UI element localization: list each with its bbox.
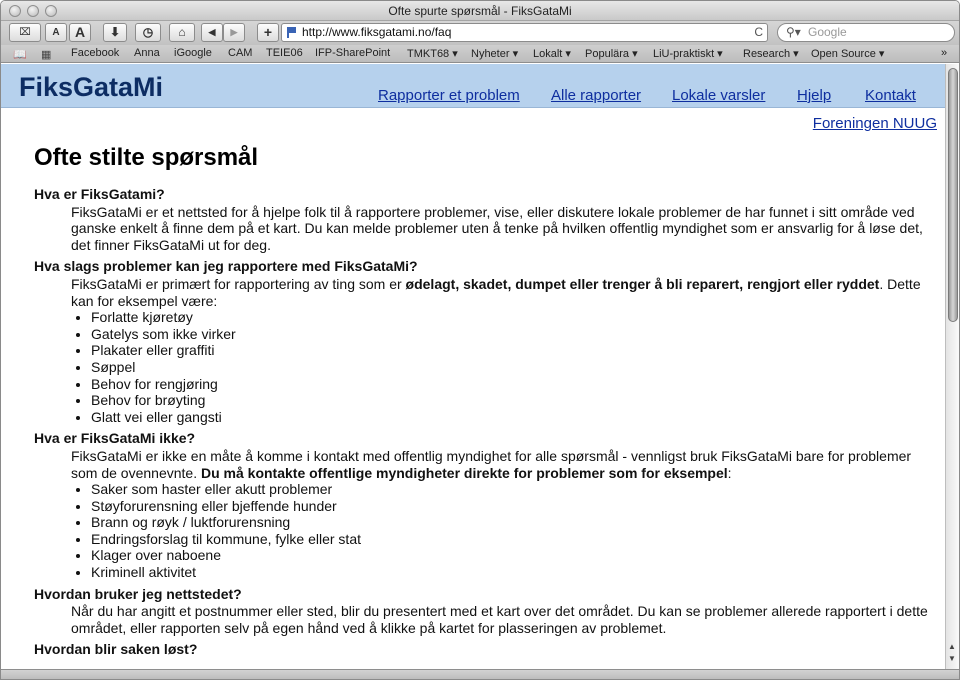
vertical-scrollbar[interactable] xyxy=(945,64,959,669)
answer-text: : xyxy=(727,464,732,481)
clock-icon: ◷ xyxy=(142,25,154,39)
download-icon: ⬇ xyxy=(109,25,121,39)
bookmark-item[interactable]: CAM xyxy=(228,47,253,59)
faq-answer xyxy=(71,204,934,254)
list-item: • Glatt vei eller gangsti xyxy=(91,409,934,426)
faq-content xyxy=(34,186,934,659)
example-list xyxy=(91,309,934,425)
nav-contact[interactable]: Kontakt xyxy=(865,87,916,104)
url-text: http://www.fiksgatami.no/faq xyxy=(302,25,452,39)
bookmark-item[interactable]: TEIE06 xyxy=(266,47,303,59)
window-title: Ofte spurte spørsmål - FiksGataMi xyxy=(388,4,572,18)
site-favicon-icon xyxy=(287,27,296,38)
history-button[interactable] xyxy=(135,23,161,42)
add-bookmark-button[interactable]: + xyxy=(257,23,279,42)
list-item: • Saker som haster eller akutt problemer xyxy=(91,481,934,498)
org-link[interactable]: Foreningen NUUG xyxy=(812,115,937,132)
list-item: • Støyforurensning eller bjeffende hunder xyxy=(91,498,934,515)
address-bar[interactable] xyxy=(281,23,768,42)
site-header xyxy=(1,64,945,108)
book-icon[interactable]: 📖 xyxy=(13,49,27,61)
list-item: • Forlatte kjøretøy xyxy=(91,309,934,326)
web-page xyxy=(1,64,945,669)
faq-question: Hvordan blir saken løst? xyxy=(34,641,198,658)
bookmark-item[interactable]: iGoogle xyxy=(174,47,212,59)
scroll-up-icon[interactable]: ▲ xyxy=(948,642,956,651)
bookmarks-bar xyxy=(1,45,959,63)
site-logo[interactable]: FiksGataMi xyxy=(19,72,164,102)
title-bar xyxy=(1,1,959,21)
status-bar xyxy=(1,669,959,680)
answer-text: FiksGataMi er primært for rapportering av ting som er xyxy=(71,275,406,292)
bookmark-item[interactable]: IFP-SharePoint xyxy=(315,47,391,59)
home-button[interactable] xyxy=(169,23,195,42)
nav-all-reports[interactable]: Alle rapporter xyxy=(551,87,642,104)
faq-answer xyxy=(71,603,934,636)
bookmark-item[interactable]: LiU-praktiskt ▾ xyxy=(653,48,723,60)
nav-report-problem[interactable]: Rapporter et problem xyxy=(378,87,520,104)
answer-emphasis: ødelagt, skadet, dumpet eller trenger å bli reparert, rengjort eller ryddet xyxy=(405,275,880,292)
nav-local-alerts[interactable]: Lokale varsler xyxy=(672,87,766,104)
back-button[interactable]: ◀ xyxy=(201,23,223,42)
text-bigger-button[interactable]: A xyxy=(69,23,91,42)
snapback-button[interactable] xyxy=(9,23,41,42)
faq-question: Hva slags problemer kan jeg rapportere med FiksGataMi? xyxy=(34,258,418,275)
bookmark-item[interactable]: Anna xyxy=(134,47,160,59)
bookmark-item[interactable]: TMKT68 ▾ xyxy=(407,48,458,60)
bookmark-item[interactable]: Research ▾ xyxy=(743,48,799,60)
list-item: • Kriminell aktivitet xyxy=(91,564,934,581)
search-icon: ⚲▾ xyxy=(786,25,801,39)
answer-text: . Dette kan for eksempel være: xyxy=(71,275,921,309)
list-item: • Endringsforslag til kommune, fylke eller stat xyxy=(91,531,934,548)
list-item: • Plakater eller graffiti xyxy=(91,342,934,359)
answer-text: FiksGataMi er ikke en måte å komme i kontakt med offentlig myndighet for alle spørsmål - vennligst bruk FiksGataMi bare for problemer som de ovennevnte. xyxy=(71,447,912,481)
bookmark-item[interactable]: Facebook xyxy=(71,47,120,59)
list-item: • Søppel xyxy=(91,359,934,376)
search-field[interactable] xyxy=(777,23,955,42)
text-smaller-button[interactable]: A xyxy=(45,23,67,42)
snapback-icon: ⌧ xyxy=(19,27,31,38)
faq-answer xyxy=(71,448,934,581)
grid-icon[interactable]: ▦ xyxy=(41,49,52,61)
answer-text: Når du har angitt et postnummer eller sted, blir du presentert med et kart over det området. Du kan se problemer allerede rapportert i dette området, eller rapporten selv på egen hånd ved å klikke på kartet for plasseringen av problemet. xyxy=(71,603,928,636)
bookmark-item[interactable]: Open Source ▾ xyxy=(811,48,885,60)
downloads-button[interactable] xyxy=(103,23,127,42)
browser-toolbar xyxy=(1,21,959,45)
list-item: • Brann og røyk / luktforurensning xyxy=(91,514,934,531)
faq-question: Hvordan bruker jeg nettstedet? xyxy=(34,585,242,602)
reload-icon[interactable]: C xyxy=(754,25,763,39)
home-icon: ⌂ xyxy=(178,25,186,39)
faq-question: Hva er FiksGatami? xyxy=(34,186,165,202)
nav-help[interactable]: Hjelp xyxy=(797,87,832,104)
bookmarks-overflow-icon[interactable]: » xyxy=(941,47,948,59)
faq-answer xyxy=(71,276,934,425)
list-item: • Behov for rengjøring xyxy=(91,376,934,393)
faq-question: Hva er FiksGataMi ikke? xyxy=(34,430,196,447)
search-placeholder: Google xyxy=(808,25,847,39)
answer-emphasis: Du må kontakte offentlige myndigheter direkte for problemer som for eksempel xyxy=(200,464,728,481)
bookmark-item[interactable]: Populära ▾ xyxy=(585,48,638,60)
forward-button[interactable]: ▶ xyxy=(223,23,245,42)
answer-text: FiksGataMi er et nettsted for å hjelpe folk til å rapportere problemer, vise, eller diskutere lokale problemer de har funnet i sitt område ved ganske enkelt å finne dem på et kart. Du kan melde problemer uten å tenke på hvilken offentlig myndighet som er ansvarlig for å løse det, det finner FiksGataMi ut for deg. xyxy=(71,203,923,253)
bookmark-item[interactable]: Nyheter ▾ xyxy=(471,48,519,60)
scrollbar-thumb[interactable] xyxy=(948,68,958,322)
example-list xyxy=(91,481,934,581)
list-item: • Behov for brøyting xyxy=(91,392,934,409)
list-item: • Klager over naboene xyxy=(91,547,934,564)
bookmark-item[interactable]: Lokalt ▾ xyxy=(533,48,571,60)
page-title: Ofte stilte spørsmål xyxy=(34,144,259,171)
list-item: • Gatelys som ikke virker xyxy=(91,326,934,343)
scroll-down-icon[interactable]: ▼ xyxy=(948,654,956,663)
